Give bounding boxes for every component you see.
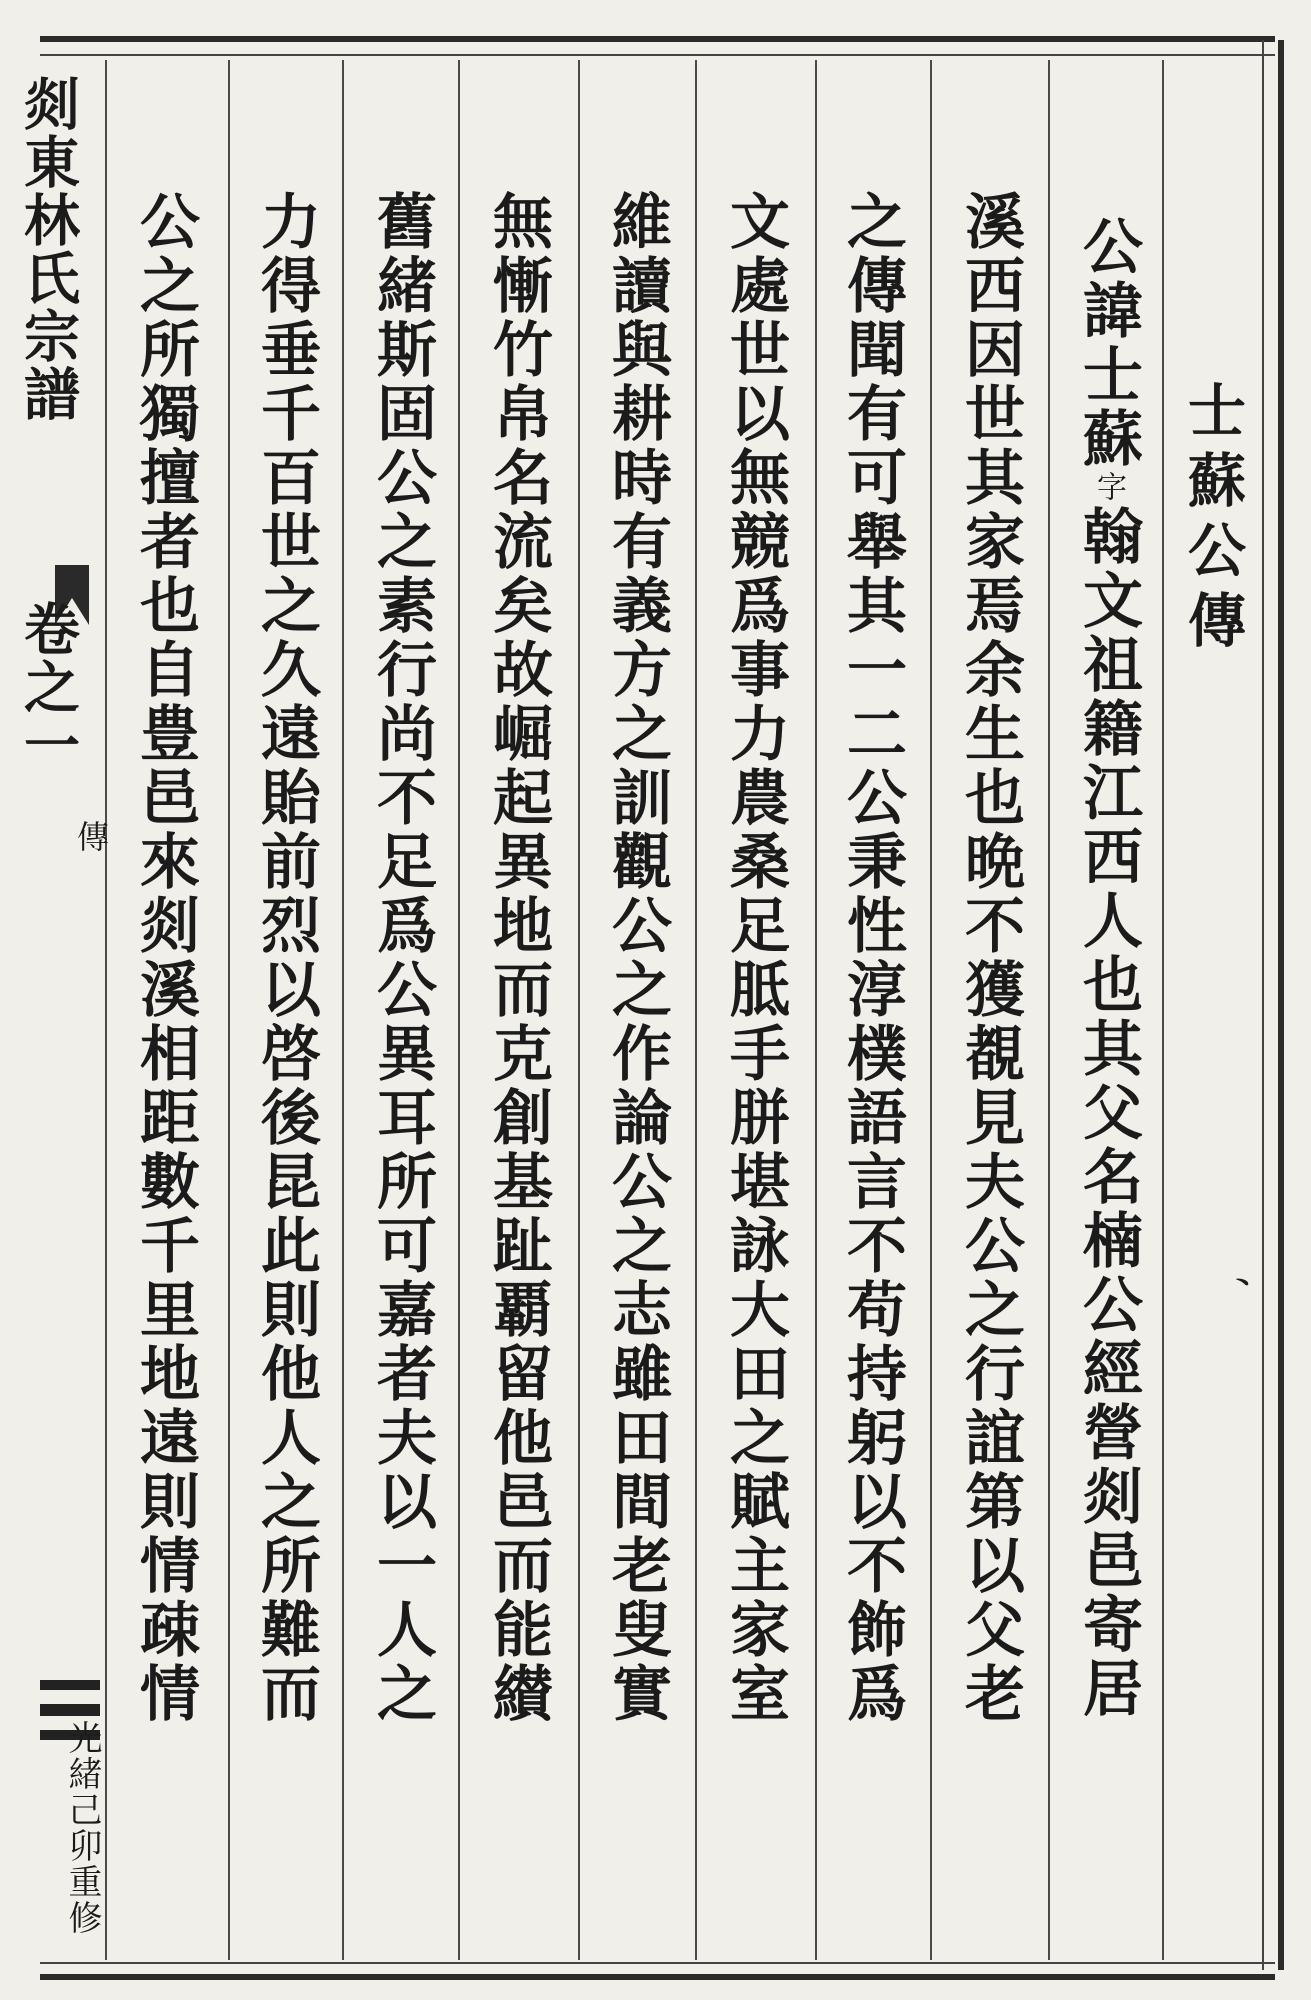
edition-label: 光緒己卯重修 bbox=[62, 1720, 102, 1936]
column-rule bbox=[342, 60, 344, 1960]
text-column-2: 溪西因世其家焉余生也晩不獲覩見夫公之行誼第以父老 bbox=[955, 190, 1025, 1726]
column-rule bbox=[105, 60, 107, 1960]
column-1-note: 字 bbox=[1091, 471, 1126, 505]
column-rule bbox=[695, 60, 697, 1960]
book-title: 剡東林氏宗譜 bbox=[15, 75, 81, 423]
column-rule bbox=[228, 60, 230, 1960]
text-column-1 bbox=[1073, 215, 1143, 1965]
column-rule bbox=[458, 60, 460, 1960]
text-column-6: 無慚竹帛名流矣故崛起異地而克創基趾覇留他邑而能纉 bbox=[483, 190, 553, 1726]
volume-label: 卷之一 bbox=[15, 600, 81, 774]
column-rule bbox=[578, 60, 580, 1960]
text-column-3: 之傳聞有可舉其一二公秉性淳樸語言不苟持躬以不飾爲 bbox=[837, 190, 907, 1726]
column-rule bbox=[815, 60, 817, 1960]
section-label: 傳 bbox=[72, 820, 110, 852]
column-1-text: 公諱士蘇 bbox=[1073, 215, 1143, 471]
text-column-7: 舊緒斯固公之素行尚不足爲公異耳所可嘉者夫以一人之 bbox=[367, 190, 437, 1726]
text-column-5: 維讀與耕時有義方之訓觀公之作論公之志雖田間老叟實 bbox=[602, 190, 672, 1726]
column-rule bbox=[1048, 60, 1050, 1960]
punctuation-mark: 、 bbox=[1224, 1238, 1278, 1296]
column-rule bbox=[930, 60, 932, 1960]
frame-right-border bbox=[1262, 40, 1284, 1970]
biography-title: 士蘇公傳 bbox=[1178, 380, 1246, 660]
column-1-text-cont: 翰文祖籍江西人也其父名楠公經營剡邑寄居 bbox=[1073, 505, 1143, 1721]
text-column-8: 力得垂千百世之久遠貽前烈以啓後昆此則他人之所難而 bbox=[251, 190, 321, 1726]
frame-top-border bbox=[40, 36, 1275, 56]
column-rule bbox=[1162, 60, 1164, 1960]
text-column-4: 文處世以無競爲事力農桑足胝手胼堪詠大田之賦主家室 bbox=[720, 190, 790, 1726]
text-column-9: 公之所獨擅者也自豊邑來剡溪相距數千里地遠則情疎情 bbox=[130, 190, 200, 1726]
